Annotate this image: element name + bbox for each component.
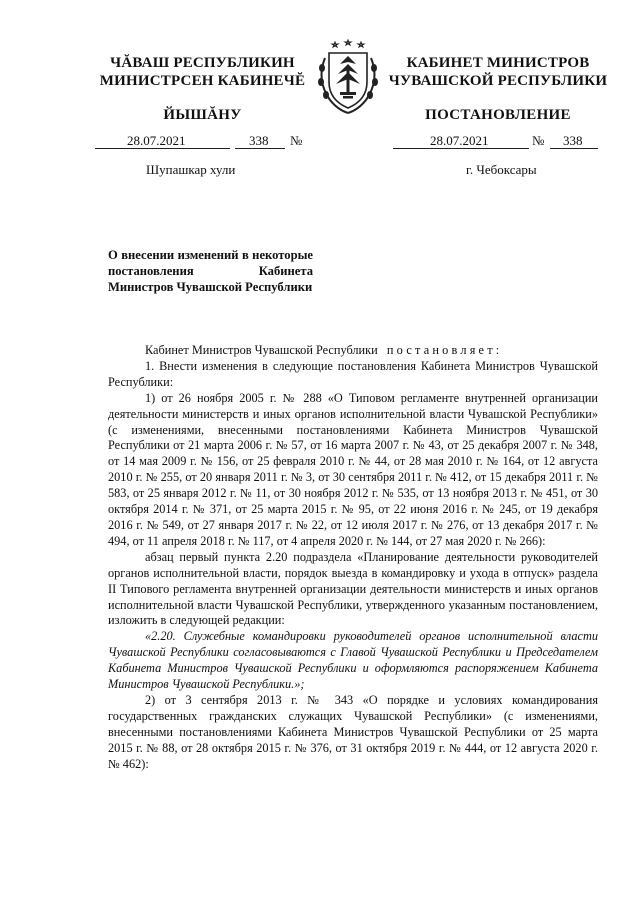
document-body [108, 343, 598, 772]
left-org-line1: ЧĂВАШ РЕСПУБЛИКИН [110, 55, 295, 71]
right-number-rule [550, 148, 598, 149]
left-date-number-line [95, 133, 310, 151]
left-doc-type: ЙЫШĂНУ [163, 107, 242, 123]
body-paragraph-2: 1) от 26 ноября 2005 г. № 288 «О Типовом регламенте внутренней организации деятельности министерств и иных органов исполнительной власти Чувашской Республики» (с изменениями, внесенными постановлениями Кабинета Министров Чувашской Республики от 21 марта 2006 г. № 57, от 16 марта 2007 г. № 43, от 25 декабря 2007 г. № 348, от 14 мая 2009 г. № 156, от 25 февраля 2010 г. № 44, от 28 мая 2010 г. № 164, от 12 августа 2010 г. № 255, от 20 января 2011 г. № 3, от 30 сентября 2011 г. № 412, от 15 декабря 2011 г. № 583, от 25 января 2012 г. № 11, от 30 ноября 2012 г. № 535, от 13 ноября 2013 г. № 451, от 30 октября 2014 г. № 371, от 25 марта 2015 г. № 95, от 22 июня 2016 г. № 245, от 19 декабря 2016 г. № 549, от 27 января 2017 г. № 22, от 12 июля 2017 г. № 276, от 13 декабря 2017 г. № 494, от 11 апреля 2018 г. № 117, от 4 апреля 2020 г. № 144, от 27 мая 2020 г. № 266): [108, 390, 598, 548]
right-org-line2: ЧУВАШСКОЙ РЕСПУБЛИКИ [388, 73, 608, 89]
body-paragraph-1: 1. Внести изменения в следующие постановления Кабинета Министров Чувашской Республики: [108, 358, 598, 389]
right-date-rule [393, 148, 529, 149]
left-number-sign: № [290, 133, 303, 148]
header-right-block [388, 54, 608, 124]
left-date-rule [95, 148, 230, 149]
right-date-number-line [393, 133, 603, 151]
right-date: 28.07.2021 [430, 133, 489, 148]
right-city: г. Чебоксары [466, 162, 537, 177]
right-org-line1: КАБИНЕТ МИНИСТРОВ [406, 55, 590, 71]
chuvash-emblem-icon [310, 38, 386, 118]
right-number-sign: № [532, 133, 545, 148]
left-number: 338 [249, 133, 269, 148]
body-paragraph-5: 2) от 3 сентября 2013 г. № 343 «О порядке и условиях командирования государственных гражданских служащих Чувашской Республики» (с изменениями, внесенными постановлениями Кабинета Министров Чувашской Республики от 25 марта 2015 г. № 88, от 28 октября 2015 г. № 376, от 31 октября 2019 г. № 444, от 12 августа 2020 г. № 462): [108, 692, 598, 771]
preamble-lead: Кабинет Министров Чувашской Республики [145, 343, 378, 357]
body-paragraph-0 [108, 343, 598, 359]
left-number-rule [235, 148, 285, 149]
left-date: 28.07.2021 [127, 133, 186, 148]
preamble-spaced-word: постановляет: [386, 343, 503, 357]
right-doc-type: ПОСТАНОВЛЕНИЕ [425, 107, 571, 123]
right-number: 338 [563, 133, 583, 148]
header-left-block [95, 54, 310, 124]
left-city: Шупашкар хули [146, 162, 236, 177]
body-paragraph-4 [108, 629, 598, 693]
quoted-new-wording: «2.20. Служебные командировки руководителей органов исполнительной власти Чувашской Республики согласовываются с Главой Чувашской Республики и Председателем Кабинета Министров Чувашской Республики и оформляются распоряжением Кабинета Министров Чувашской Республики.»; [108, 629, 598, 692]
left-org-line2: МИНИСТРСЕН КАБИНЕЧĔ [99, 73, 306, 89]
document-subject: О внесении изменений в некоторые постановления Кабинета Министров Чувашской Республики [108, 248, 313, 294]
body-paragraph-3: абзац первый пункта 2.20 подраздела «Планирование деятельности руководителей органов исполнительной власти, порядок выезда в командировку и ухода в отпуск» раздела II Типового регламента внутренней организации деятельности министерств и иных органов исполнительной власти Чувашской Республики, утвержденного указанным постановлением, изложить в следующей редакции: [108, 549, 598, 628]
